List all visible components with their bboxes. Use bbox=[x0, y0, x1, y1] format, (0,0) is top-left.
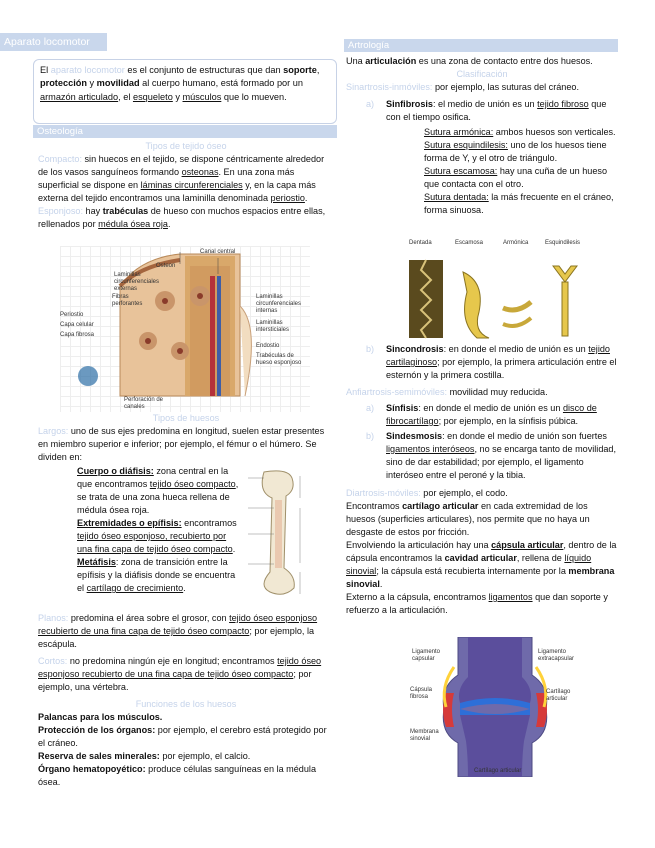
label-cartilago-bottom: Cartílago articular bbox=[474, 768, 522, 774]
anfiartrosis-paragraph: Anfiartrosis-semimóviles: movilidad muy reducida. bbox=[346, 387, 548, 397]
osteologia-text-2 bbox=[38, 412, 334, 464]
label-fibras: Fibras perforantes bbox=[112, 294, 143, 307]
fig-label-esquindilesis: Esquindilesis bbox=[545, 240, 581, 246]
suturas-list bbox=[424, 126, 618, 217]
funcion-4: Órgano hematopoyético: produce células sanguíneas en la médula ósea. bbox=[38, 764, 316, 787]
sinfisis-item: a) Sínfisis: en donde el medio de unión es un disco de fibrocartílago; por ejemplo, en la sínfisis púbica. bbox=[366, 403, 597, 426]
label-capa-fibrosa: Capa fibrosa bbox=[60, 332, 95, 338]
funcion-3: Reserva de sales minerales: por ejemplo, el calcio. bbox=[38, 751, 251, 761]
largos-paragraph: Largos: uno de sus ejes predomina en longitud, suelen estar presentes en miembro superior e inferior; por ejemplo, el fémur o el húmero. Se dividen en: bbox=[38, 426, 325, 462]
cuerpo-item: Cuerpo o diáfisis: zona central en la que encontramos tejido óseo compacto, se trata de una zona hueca rellena de médula ósea roja. bbox=[77, 466, 239, 515]
articulacion-def: Una articulación es una zona de contacto entre dos huesos. bbox=[346, 56, 593, 66]
subheading-tipos-tejido: Tipos de tejido óseo bbox=[145, 141, 227, 151]
label-canal-central: Canal central bbox=[200, 249, 236, 255]
esponjoso-paragraph: Esponjoso: hay trabéculas de hueso con muchos espacios entre ellas, rellenados por médula ósea roja. bbox=[38, 206, 326, 229]
diartrosis-paragraph: Diartrosis-móviles: por ejemplo, el codo. bbox=[346, 488, 508, 498]
section-header-artrologia: Artrología bbox=[344, 39, 618, 52]
funcion-2: Protección de los órganos: por ejemplo, el cerebro está protegido por el cráneo. bbox=[38, 725, 327, 748]
subheading-tipos-huesos: Tipos de huesos bbox=[152, 413, 220, 423]
cartilago-paragraph: Encontramos cartílago articular en cada extremidad de los huesos (superficies articulares), nos permite que no haya un desgaste de estos por fricción. bbox=[346, 501, 590, 537]
label-trabeculas: Trabéculas de hueso esponjoso bbox=[256, 353, 302, 366]
label-osteon: Osteon bbox=[156, 263, 176, 269]
section-header-osteologia: Osteología bbox=[33, 125, 337, 138]
sutura-dentada: Sutura dentada: la más frecuente en el cráneo, forma sinuosa. bbox=[424, 192, 614, 215]
label-capa-celular: Capa celular bbox=[60, 322, 94, 328]
label-laminillas-ext: Laminillas circunferenciales externas bbox=[114, 272, 160, 292]
artrologia-text-2 bbox=[346, 487, 618, 617]
sinfibrosis-item: a) Sinfibrosis: el medio de unión es un tejido fibroso que con el tiempo osifica. bbox=[366, 99, 607, 122]
intro-box: El aparato locomotor es el conjunto de estructuras que dan soporte, protección y movilidad al cuerpo humano, está formado por un armazón articulado, el esqueleto y músculos que lo mueven. bbox=[33, 59, 337, 124]
joint-figure bbox=[410, 637, 580, 777]
sutura-esquindilesis: Sutura esquindilesis: uno de los huesos tiene forma de Y, y el otro de triángulo. bbox=[424, 140, 607, 163]
capsula-paragraph: Envolviendo la articulación hay una cápsula articular, dentro de la cápsula encontramos la cavidad articular, rellena de líquido sinovial; la cápsula está recubierta internamente por la membrana sinovial. bbox=[346, 540, 617, 589]
long-bone-figure bbox=[244, 468, 324, 598]
label-periostio: Periostio bbox=[60, 312, 84, 318]
label-lam-int: Laminillas circunferenciales internas bbox=[256, 294, 302, 314]
sincondrosis-item: b) Sincondrosis: en donde el medio de unión es un tejido cartilaginoso; por ejemplo, la primera articulación entre el esternón y la primera costilla. bbox=[366, 344, 617, 380]
subheading-clasificacion: Clasificación bbox=[456, 69, 508, 79]
sinartrosis-paragraph: Sinartrosis-inmóviles: por ejemplo, las suturas del cráneo. bbox=[346, 82, 580, 92]
subheading-funciones: Funciones de los huesos bbox=[135, 699, 237, 709]
fig-label-armonica: Armónica bbox=[503, 240, 529, 246]
funcion-1: Palancas para los músculos. bbox=[38, 712, 163, 722]
label-capsula: Cápsula fibrosa bbox=[410, 687, 433, 700]
sutura-escamosa: Sutura escamosa: hay una cuña de un hueso que contacta con el otro. bbox=[424, 166, 608, 189]
sutura-armonica: Sutura armónica: ambos huesos son verticales. bbox=[424, 127, 616, 137]
bone-tissue-figure bbox=[60, 246, 310, 412]
cortos-paragraph: Cortos: no predomina ningún eje en longitud; encontramos tejido óseo esponjoso recubierto de una fina capa de tejido óseo compacto; por ejemplo, una vértebra. bbox=[38, 656, 322, 692]
sutures-illustration bbox=[405, 252, 605, 340]
extremidades-item: Extremidades o epífisis: encontramos tejido óseo esponjoso, recubierto por una fina capa de tejido óseo compacto. bbox=[77, 518, 237, 554]
sutures-figure bbox=[405, 240, 605, 340]
label-cartilago: Cartílago articular bbox=[546, 689, 571, 702]
fig-label-escamosa: Escamosa bbox=[455, 240, 484, 246]
planos-paragraph: Planos: predomina el área sobre el grosor, con tejido óseo esponjoso recubierto de una fina capa de tejido óseo compacto; por ejemplo, la escápula. bbox=[38, 613, 318, 649]
label-endostio: Endostio bbox=[256, 343, 280, 349]
label-lig-capsular: Ligamento capsular bbox=[412, 649, 441, 662]
metafisis-item: Metáfisis: zona de transición entre la epífisis y la diáfisis donde se encuentra el cartílago de crecimiento. bbox=[77, 557, 236, 593]
label-perforacion: Perforación de canales bbox=[124, 397, 164, 410]
label-lig-extra: Ligamento extracapsular bbox=[538, 649, 575, 662]
femur-illustration bbox=[244, 468, 324, 598]
osteologia-text-3 bbox=[38, 612, 334, 789]
largos-sublist bbox=[77, 465, 241, 595]
sindesmosis-item: b) Sindesmosis: en donde el medio de unión son fuertes ligamentos interóseos, no se encarga tanto de movilidad, sino de dar estabilidad; por ejemplo, el ligamento interóseo entre el peroné y la tibia. bbox=[366, 431, 617, 480]
fig-label-dentada: Dentada bbox=[409, 240, 432, 246]
compacto-paragraph: Compacto: sin huecos en el tejido, se dispone céntricamente alrededor de los vasos sanguíneos formando osteonas. En una zona más superficial se dispone en láminas circunferenciales y, en la capa más externa del tejido encontramos una laminilla denominada periostio. bbox=[38, 154, 325, 203]
label-lam-inter: Laminillas intersticiales bbox=[256, 320, 290, 333]
artrologia-text-1 bbox=[346, 55, 618, 94]
label-membrana: Membrana sinovial bbox=[410, 729, 439, 742]
ligamentos-paragraph: Externo a la cápsula, encontramos ligamentos que dan soporte y refuerzo a la articulación. bbox=[346, 592, 608, 615]
page-title: Aparato locomotor bbox=[0, 33, 107, 51]
osteologia-text-1 bbox=[38, 140, 334, 231]
